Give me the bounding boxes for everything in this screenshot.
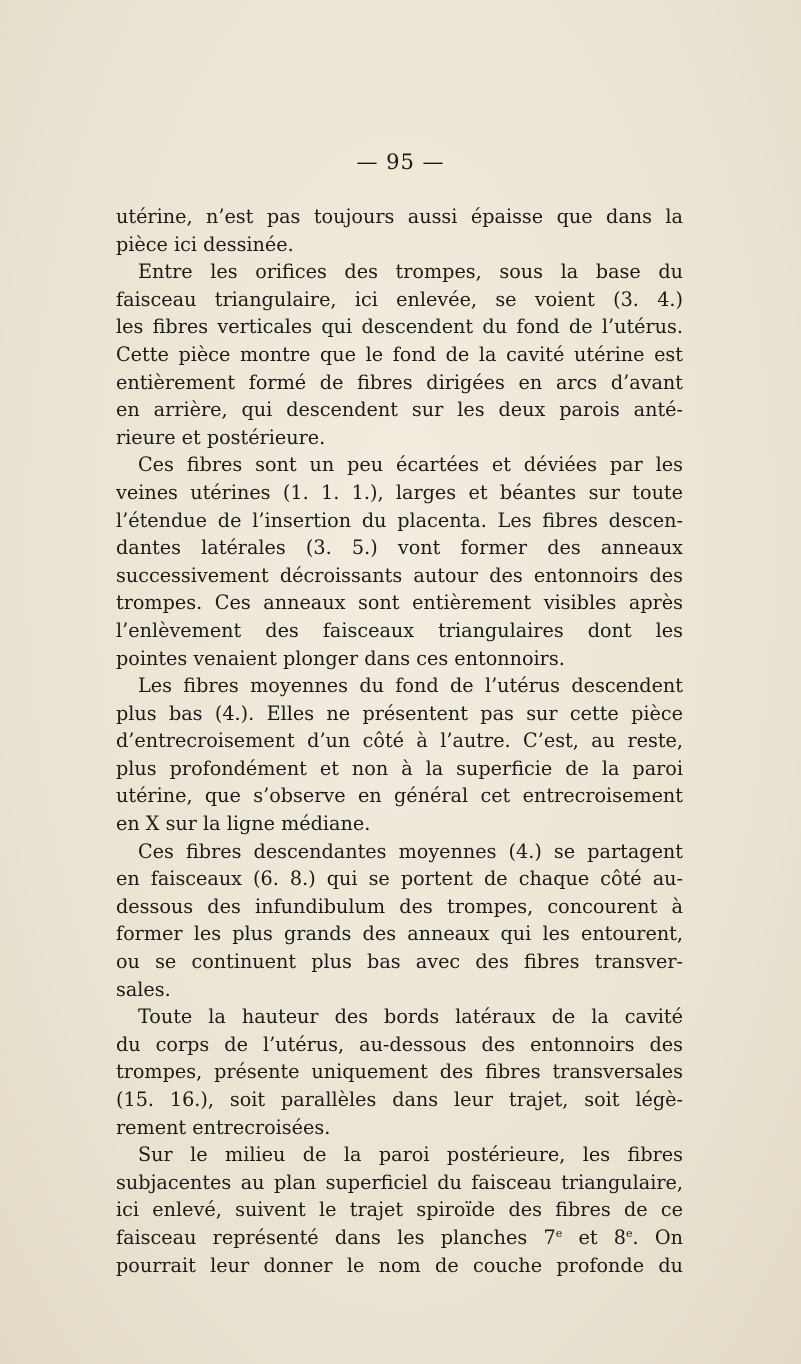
text-line: les fibres verticales qui descendent du fond de l’utérus. — [116, 315, 683, 339]
text-line: ou se continuent plus bas avec des fibres transver- — [116, 950, 683, 974]
plates-and: et 8 — [562, 1225, 627, 1249]
text-line: Entre les orifices des trompes, sous la base du — [138, 260, 683, 284]
text-line: Toute la hauteur des bords latéraux de la cavité — [138, 1005, 683, 1029]
text-line: plus bas (4.). Elles ne présentent pas sur cette pièce — [116, 701, 683, 725]
text-line: rement entrecroisées. — [116, 1115, 331, 1139]
text-line: du corps de l’utérus, au-dessous des entonnoirs des — [116, 1032, 683, 1056]
text-line: utérine, que s’observe en général cet entrecroisement — [116, 784, 683, 808]
text-line: entièrement formé de fibres dirigées en arcs d’avant — [116, 370, 683, 394]
text-line: en X sur la ligne médiane. — [116, 812, 371, 836]
plates-tail: . On — [632, 1225, 683, 1249]
text-line: subjacentes au plan superficiel du faisceau triangulaire, — [116, 1170, 683, 1194]
text-line: dantes latérales (3. 5.) vont former des anneaux — [116, 536, 683, 560]
text-line: (15. 16.), soit parallèles dans leur trajet, soit légè- — [116, 1088, 683, 1111]
text-line: pointes venaient plonger dans ces entonnoirs. — [116, 646, 565, 670]
text-line: Les fibres moyennes du fond de l’utérus descendent — [138, 674, 683, 698]
text-line: pourrait leur donner le nom de couche profonde du — [116, 1253, 683, 1277]
text-line: en faisceaux (6. 8.) qui se portent de chaque côté au- — [116, 867, 683, 891]
text-line: sales. — [116, 977, 171, 1001]
text-line: plus profondément et non à la superficie de la paroi — [116, 756, 683, 780]
text-line: Ces fibres descendantes moyennes (4.) se partagent — [138, 839, 683, 863]
body-text — [116, 203, 683, 1279]
plates-text: faisceau représenté dans les planches 7 — [116, 1225, 556, 1249]
text-line: d’entrecroisement d’un côté à l’autre. C’est, au reste, — [116, 729, 683, 753]
text-line: faisceau triangulaire, ici enlevée, se voient (3. 4.) — [116, 287, 683, 311]
text-line: veines utérines (1. 1. 1.), larges et béantes sur toute — [116, 480, 683, 504]
text-line-plates — [116, 1224, 683, 1252]
text-line: Cette pièce montre que le fond de la cavité utérine est — [116, 342, 683, 366]
text-line: pièce ici dessinée. — [116, 232, 294, 256]
text-line: Sur le milieu de la paroi postérieure, les fibres — [138, 1143, 683, 1167]
text-line: dessous des infundibulum des trompes, concourent à — [116, 894, 683, 918]
text-line: utérine, n’est pas toujours aussi épaisse que dans la — [116, 205, 683, 228]
superscript: e — [555, 1226, 563, 1240]
text-line: rieure et postérieure. — [116, 425, 326, 449]
superscript: e — [626, 1226, 633, 1240]
text-line: trompes, présente uniquement des fibres transversales — [116, 1060, 683, 1084]
text-line: trompes. Ces anneaux sont entièrement visibles après — [116, 591, 683, 615]
text-line: l’étendue de l’insertion du placenta. Les fibres descen- — [116, 508, 683, 532]
page-number: — 95 — — [356, 150, 445, 174]
text-line: Ces fibres sont un peu écartées et déviées par les — [138, 453, 683, 477]
text-line: successivement décroissants autour des entonnoirs des — [116, 563, 683, 587]
text-line: ici enlevé, suivent le trajet spiroïde des fibres de ce — [116, 1198, 683, 1222]
text-line: former les plus grands des anneaux qui les entourent, — [116, 922, 683, 946]
text-line: l’enlèvement des faisceaux triangulaires dont les — [116, 618, 683, 642]
text-line: en arrière, qui descendent sur les deux parois anté- — [116, 398, 683, 422]
